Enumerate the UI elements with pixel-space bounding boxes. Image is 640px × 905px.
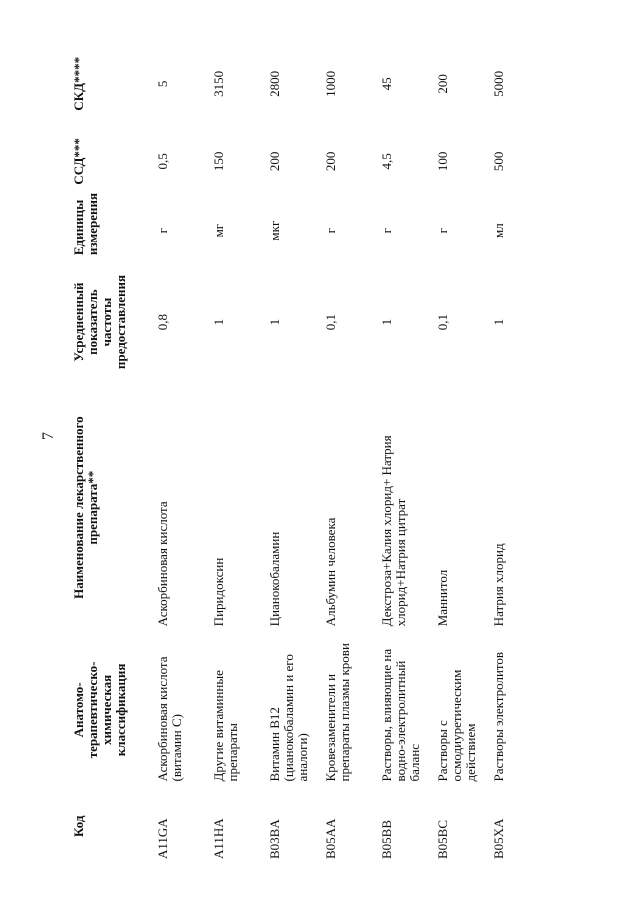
cell-code: B05AA	[323, 818, 338, 859]
cell-freq: 0,1	[323, 313, 338, 331]
cell-code: A11HA	[211, 818, 226, 859]
table-row	[322, 45, 378, 865]
cell-ssd: 500	[491, 151, 506, 172]
table-row	[378, 45, 434, 865]
cell-drug: Натрия хлорид	[491, 543, 506, 627]
cell-freq: 0,8	[155, 313, 170, 331]
cell-code: B05XA	[491, 818, 506, 859]
cell-skd: 200	[435, 74, 450, 94]
cell-drug: Маннитол	[435, 569, 450, 627]
cell-unit: г	[155, 227, 170, 234]
header-atc: Анатомо-терапевтическо-химическая классификация	[71, 661, 128, 759]
header-unit: Единицы измерения	[71, 192, 100, 256]
header-drug: Наименование лекарственного препарата**	[71, 416, 100, 599]
drug-table	[70, 45, 546, 865]
cell-unit: мкг	[267, 220, 282, 241]
table-row	[210, 45, 266, 865]
cell-atc: Кровезаменители и препараты плазмы крови	[323, 643, 352, 782]
cell-freq: 1	[491, 318, 506, 326]
cell-code: B03BA	[267, 819, 282, 859]
header-code: Код	[71, 815, 86, 837]
cell-drug: Пиридоксин	[211, 557, 226, 627]
cell-atc: Растворы электролитов	[491, 651, 506, 782]
cell-freq: 1	[267, 318, 282, 326]
cell-atc: Растворы, влияющие на водно-электролитный баланс	[379, 648, 422, 782]
table-row	[266, 45, 322, 865]
cell-unit: г	[323, 227, 338, 234]
cell-ssd: 200	[323, 151, 338, 172]
cell-code: B05BB	[379, 819, 394, 859]
cell-atc: Растворы с осмодиуретическим действием	[435, 669, 478, 782]
cell-unit: мг	[211, 223, 226, 238]
table-row	[434, 45, 490, 865]
cell-ssd: 200	[267, 151, 282, 172]
header-skd: СКД****	[71, 56, 86, 111]
cell-skd: 5	[155, 80, 170, 88]
cell-freq: 1	[379, 318, 394, 326]
cell-unit: г	[379, 227, 394, 234]
cell-ssd: 0,5	[155, 153, 170, 170]
cell-skd: 45	[379, 77, 394, 91]
header-freq: Усредненный показатель частоты предоставления	[71, 274, 128, 370]
table-row	[154, 45, 210, 865]
table-row	[490, 45, 546, 865]
cell-ssd: 100	[435, 151, 450, 172]
cell-freq: 1	[211, 318, 226, 326]
cell-skd: 5000	[491, 70, 506, 97]
cell-drug: Цианокобаламин	[267, 531, 282, 627]
cell-ssd: 150	[211, 151, 226, 172]
cell-ssd: 4,5	[379, 153, 394, 170]
cell-drug: Декстроза+Калия хлорид+ Натрия хлорид+Натрия цитрат	[379, 435, 408, 627]
cell-skd: 1000	[323, 70, 338, 97]
cell-code: A11GA	[155, 818, 170, 859]
cell-atc: Аскорбиновая кислота (витамин С)	[155, 656, 184, 782]
cell-freq: 0,1	[435, 313, 450, 331]
cell-skd: 3150	[211, 70, 226, 97]
cell-code: B05BC	[435, 819, 450, 859]
cell-unit: г	[435, 227, 450, 234]
cell-atc: Витамин В12 (цианокобаламин и его аналоги)	[267, 654, 310, 782]
cell-atc: Другие витаминные препараты	[211, 670, 240, 782]
cell-drug: Аскорбиновая кислота	[155, 501, 170, 627]
rotated-table-container	[70, 45, 610, 865]
cell-skd: 2800	[267, 70, 282, 97]
cell-unit: мл	[491, 223, 506, 238]
page-number: 7	[40, 432, 57, 440]
header-ssd: ССД***	[71, 138, 86, 185]
cell-drug: Альбумин человека	[323, 517, 338, 627]
table-header-row	[70, 45, 154, 865]
